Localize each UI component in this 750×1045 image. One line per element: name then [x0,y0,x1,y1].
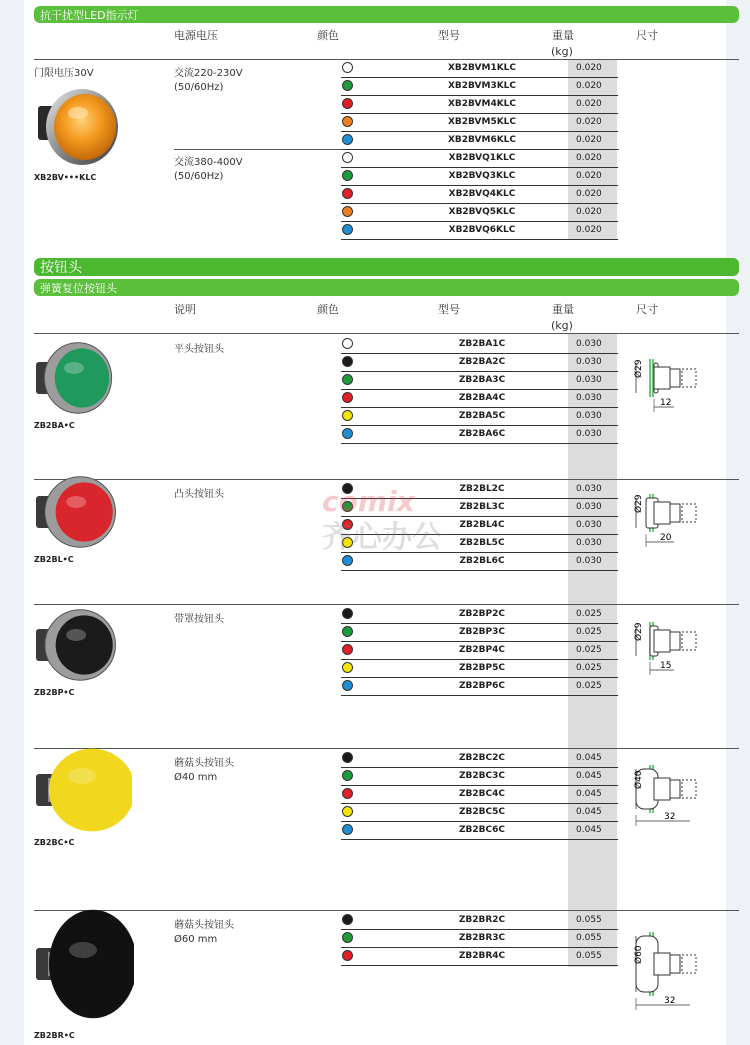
group-divider [34,604,739,605]
table-row [341,114,618,132]
model-number: XB2BVM3KLC [447,81,517,91]
section2-subtitle: 弹簧复位按钮头 [40,282,117,295]
model-number: ZB2BL4C [459,520,505,530]
header-weight: 重量 [552,29,574,42]
watermark-cjk: 齐心办公 [322,520,442,555]
row-underline [341,443,618,444]
table-row [341,336,618,354]
header-weight-unit: (kg) [551,45,573,58]
weight-value: 0.030 [576,339,602,349]
weight-value: 0.030 [576,357,602,367]
model-number: ZB2BA5C [458,411,506,421]
weight-value: 0.030 [576,520,602,530]
model-number: ZB2BP5C [459,663,505,673]
model-number: XB2BVQ4KLC [448,189,516,199]
table-row [341,517,618,535]
weight-value: 0.045 [576,825,602,835]
weight-value: 0.020 [576,189,602,199]
weight-value: 0.020 [576,99,602,109]
product-label: XB2BV•••KLC [34,173,97,182]
model-number: ZB2BP4C [459,645,505,655]
dimension-length: 32 [664,996,676,1006]
group-divider [34,479,739,480]
dimension-drawing [620,615,716,677]
table-row [341,481,618,499]
header2-color: 颜色 [317,303,339,316]
model-number: XB2BVM5KLC [447,117,517,127]
product-label: ZB2BC•C [34,838,75,847]
button-description: 平头按钮头 [174,344,224,355]
table-row [341,642,618,660]
freq-group1: (50/60Hz) [174,82,224,93]
table-row [341,624,618,642]
voltage-group2: 交流380-400V [174,157,243,168]
button-description: 带罩按钮头 [174,614,224,625]
weight-value: 0.045 [576,771,602,781]
button-image [34,905,134,1023]
row-underline [341,570,618,571]
weight-value: 0.020 [576,153,602,163]
dimension-diameter: Ø29 [634,622,644,641]
button-image [34,338,114,418]
table-row [341,678,618,696]
table-row [341,204,618,222]
row-underline [341,239,618,240]
table-row [341,499,618,517]
table-row [341,553,618,571]
button-image [34,472,118,552]
model-number: XB2BVQ5KLC [448,207,516,217]
weight-value: 0.020 [576,117,602,127]
button-image [34,605,118,685]
freq-group2: (50/60Hz) [174,171,224,182]
button-description: 蘑菇头按钮头 [174,758,234,769]
dimension-drawing [620,487,716,549]
header-color: 颜色 [317,29,339,42]
model-number: ZB2BP6C [459,681,505,691]
weight-value: 0.045 [576,789,602,799]
weight-value: 0.055 [576,933,602,943]
section2-title-bar [34,258,739,276]
model-number: XB2BVM1KLC [447,63,517,73]
weight-value: 0.025 [576,681,602,691]
weight-value: 0.025 [576,627,602,637]
weight-value: 0.055 [576,915,602,925]
weight-value: 0.045 [576,807,602,817]
dimension-drawing [620,928,716,1012]
catalog-page [24,0,726,1045]
weight-value: 0.020 [576,81,602,91]
table-row [341,768,618,786]
model-number: ZB2BC5C [459,807,505,817]
model-number: XB2BVQ1KLC [448,153,516,163]
product-label: ZB2BP•C [34,688,75,697]
group-divider [34,748,739,749]
weight-value: 0.030 [576,429,602,439]
product-label: ZB2BA•C [34,421,75,430]
weight-value: 0.055 [576,951,602,961]
table-row [341,786,618,804]
table-row [341,186,618,204]
pilot-light-image [36,88,120,170]
button-description: 凸头按钮头 [174,489,224,500]
header2-desc: 说明 [174,303,196,316]
header2-weight: 重量 [552,303,574,316]
row-underline [341,695,618,696]
weight-value: 0.045 [576,753,602,763]
weight-value: 0.020 [576,171,602,181]
dimension-drawing [620,352,716,414]
dimension-length: 12 [660,398,672,408]
row-underline [341,839,618,840]
model-number: XB2BVM4KLC [447,99,517,109]
model-number: ZB2BA1C [458,339,506,349]
header2-model: 型号 [438,303,460,316]
button-size-note: Ø60 mm [174,934,218,945]
table-row [341,78,618,96]
model-number: ZB2BA6C [458,429,506,439]
table-row [341,750,618,768]
header-size: 尺寸 [636,29,658,42]
table-row [341,354,618,372]
voltage-group1: 交流220-230V [174,68,243,79]
dimension-diameter: Ø40 [634,770,644,789]
table-row [341,150,618,168]
dimension-length: 32 [664,812,676,822]
weight-value: 0.020 [576,225,602,235]
dimension-length: 15 [660,661,672,671]
button-size-note: Ø40 mm [174,772,218,783]
weight-value: 0.020 [576,63,602,73]
watermark-latin: comix [322,485,415,518]
group-divider [34,910,739,911]
weight-value: 0.030 [576,484,602,494]
model-number: XB2BVM6KLC [447,135,517,145]
model-number: ZB2BA2C [458,357,506,367]
weight-value: 0.020 [576,207,602,217]
table-row [341,930,618,948]
product-label: ZB2BR•C [34,1031,75,1040]
model-number: ZB2BC2C [459,753,505,763]
weight-value: 0.030 [576,393,602,403]
table-row [341,804,618,822]
threshold-voltage: 门限电压30V [34,68,94,79]
row-underline [341,965,618,966]
weight-value: 0.025 [576,609,602,619]
model-number: ZB2BL3C [459,502,505,512]
model-number: ZB2BL5C [459,538,505,548]
table-row [341,390,618,408]
model-number: ZB2BR4C [458,951,506,961]
table-row [341,168,618,186]
table-row [341,606,618,624]
dimension-length: 20 [660,533,672,543]
section-title-bar [34,6,739,23]
section2-title: 按钮头 [40,260,82,276]
button-description: 蘑菇头按钮头 [174,920,234,931]
model-number: ZB2BL2C [459,484,505,494]
weight-value: 0.030 [576,556,602,566]
model-number: ZB2BA3C [458,375,506,385]
button-image [34,745,132,835]
table-row [341,426,618,444]
weight-value: 0.020 [576,135,602,145]
product-label: ZB2BL•C [34,555,74,564]
dimension-diameter: Ø29 [634,359,644,378]
table-row [341,96,618,114]
header2-weight-unit: (kg) [551,319,573,332]
model-number: ZB2BL6C [459,556,505,566]
weight-value: 0.030 [576,411,602,421]
table-row [341,60,618,78]
table-row [341,822,618,840]
table-row [341,535,618,553]
model-number: ZB2BC6C [459,825,505,835]
table-row [341,408,618,426]
weight-value: 0.025 [576,645,602,655]
section2-subtitle-bar [34,279,739,296]
model-number: ZB2BC4C [459,789,505,799]
header2-divider [34,333,739,334]
header2-size: 尺寸 [636,303,658,316]
model-number: XB2BVQ3KLC [448,171,516,181]
weight-value: 0.030 [576,375,602,385]
model-number: XB2BVQ6KLC [448,225,516,235]
model-number: ZB2BA4C [458,393,506,403]
dimension-drawing [620,762,716,828]
table-row [341,132,618,150]
weight-value: 0.025 [576,663,602,673]
table-row [341,372,618,390]
section-title: 抗干扰型LED指示灯 [40,9,139,22]
weight-value: 0.030 [576,502,602,512]
header-supply: 电源电压 [174,29,218,42]
dimension-diameter: Ø29 [634,494,644,513]
dimension-diameter: Ø60 [634,945,644,964]
table-row [341,912,618,930]
weight-value: 0.030 [576,538,602,548]
table-row [341,948,618,966]
model-number: ZB2BR2C [458,915,506,925]
model-number: ZB2BC3C [459,771,505,781]
model-number: ZB2BP2C [459,609,505,619]
header-model: 型号 [438,29,460,42]
table-row [341,222,618,240]
model-number: ZB2BP3C [459,627,505,637]
model-number: ZB2BR3C [458,933,506,943]
table-row [341,660,618,678]
